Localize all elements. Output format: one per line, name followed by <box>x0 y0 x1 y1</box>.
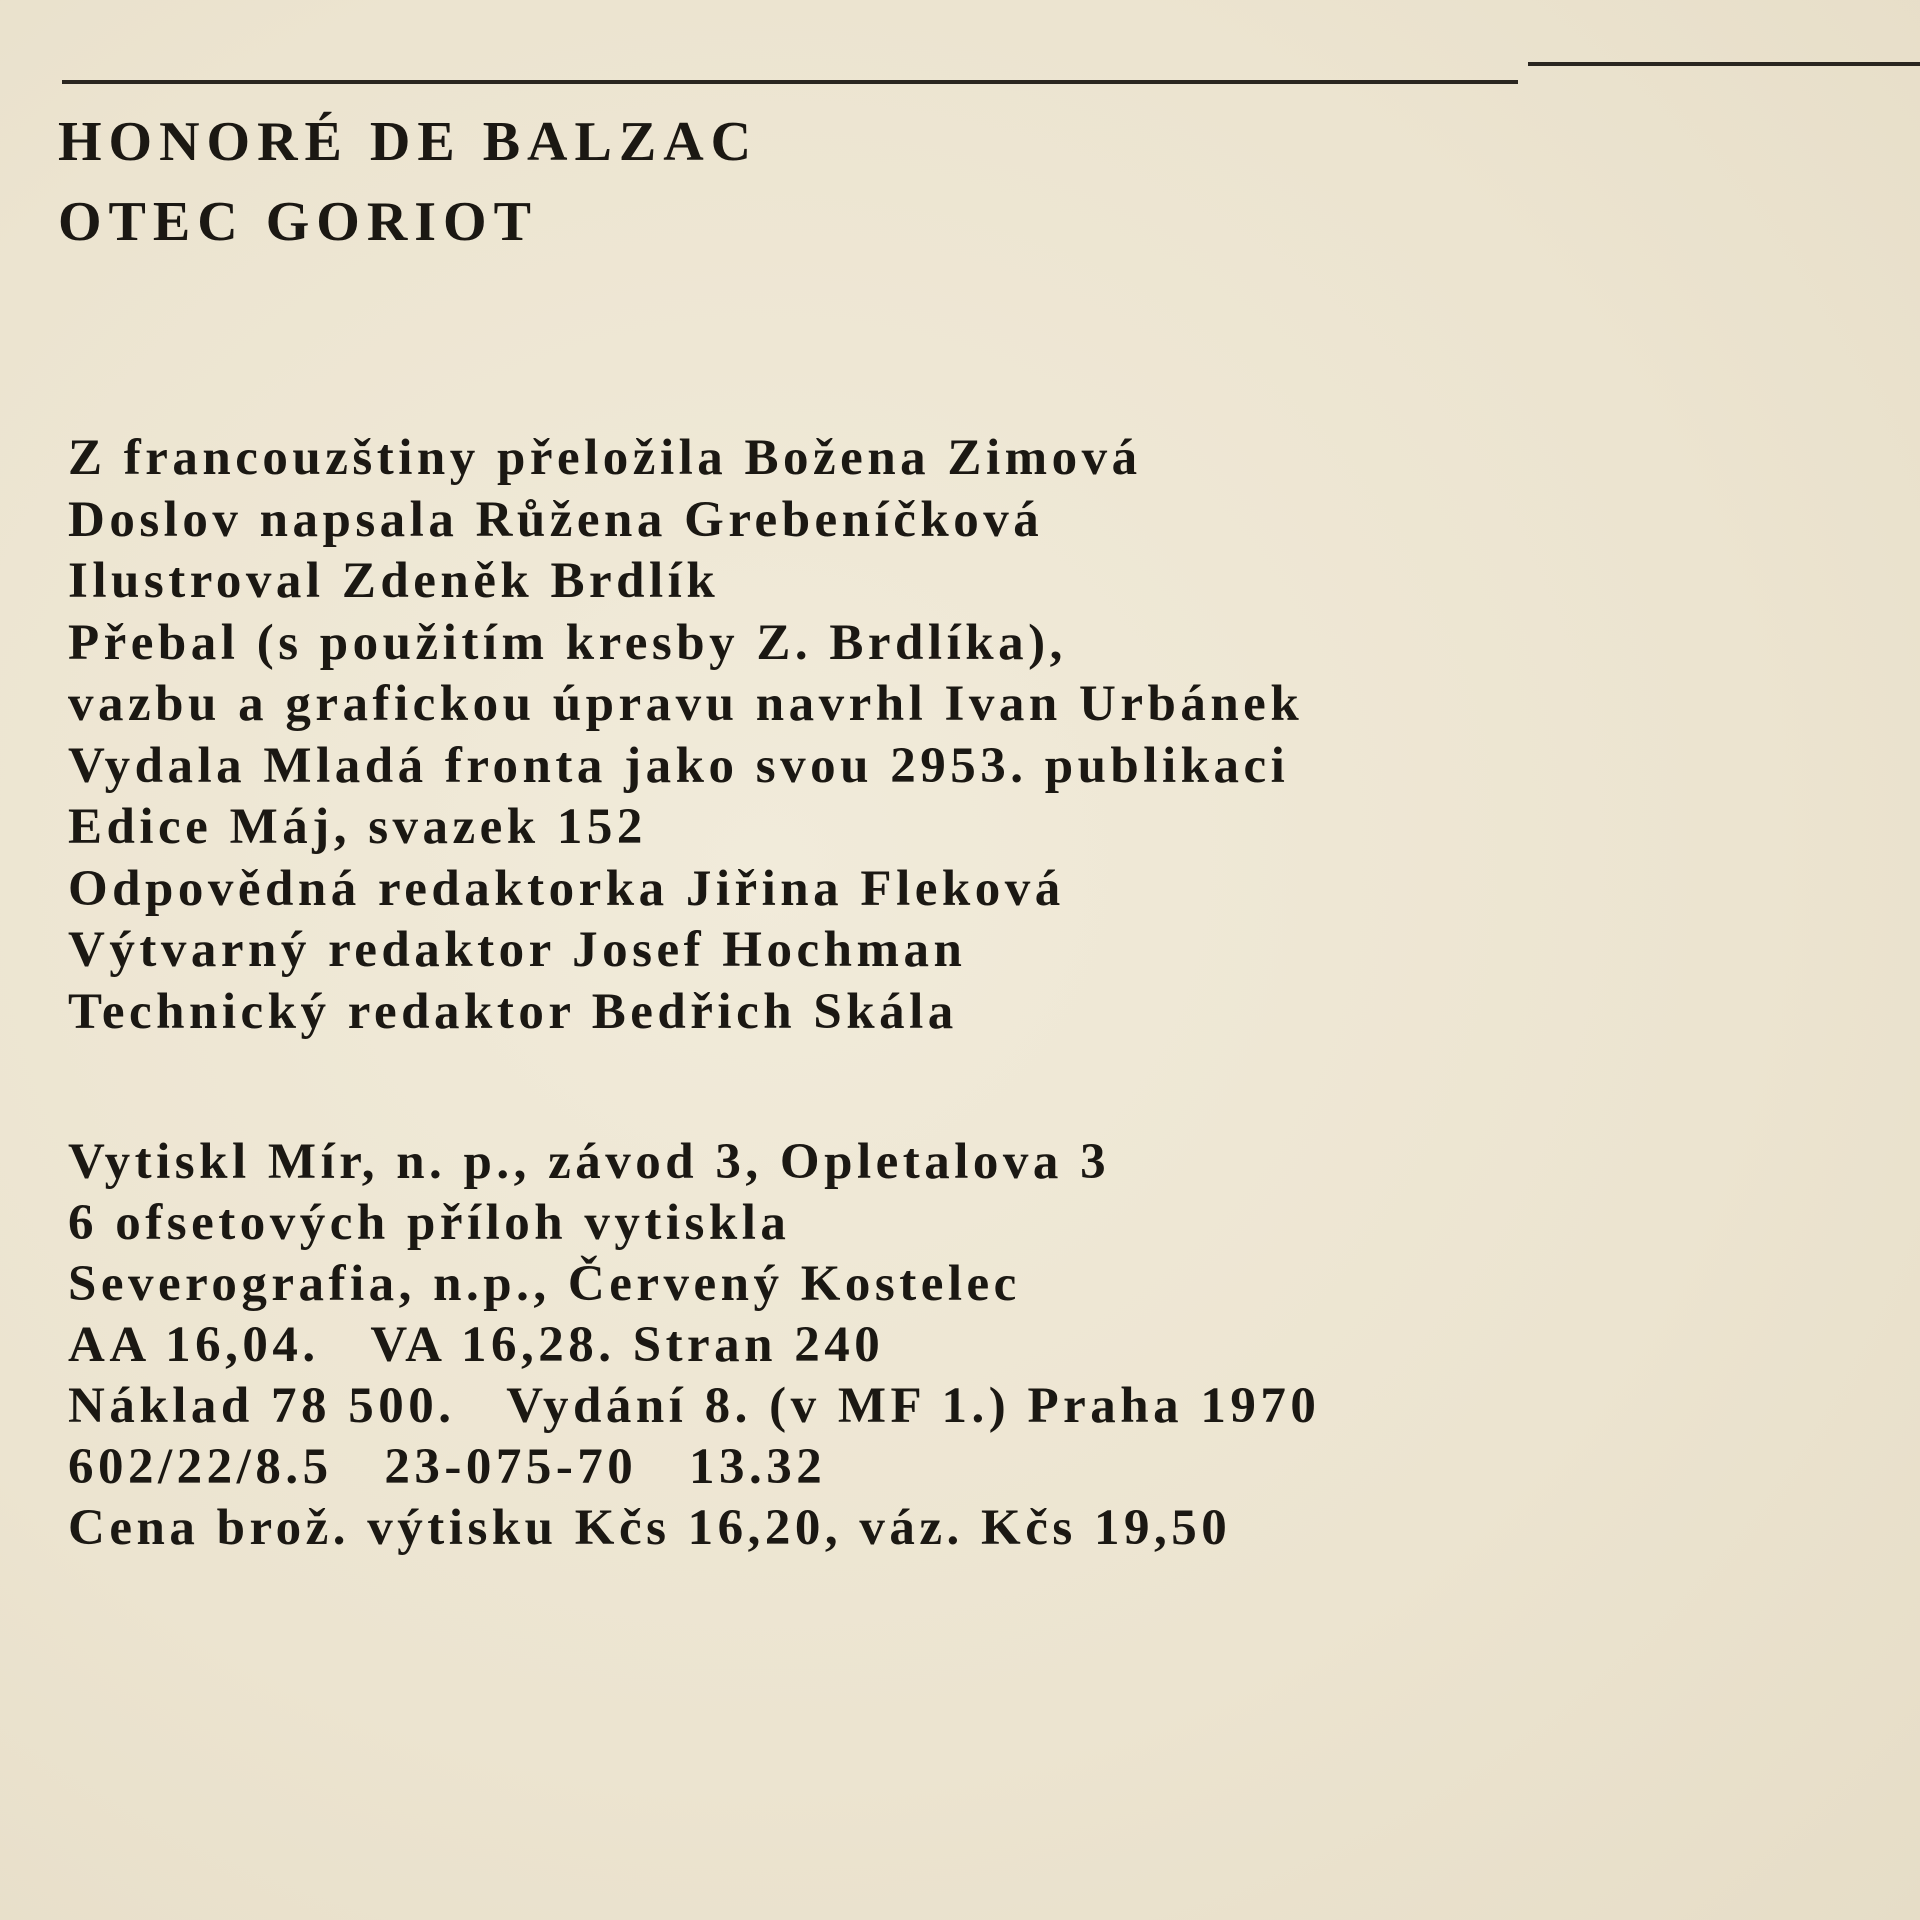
imprint-line: Vytiskl Mír, n. p., závod 3, Opletalova 3 <box>68 1134 1111 1190</box>
imprint-line: 602/22/8.5 23-075-70 13.32 <box>68 1439 827 1495</box>
credit-line: vazbu a grafickou úpravu navrhl Ivan Urbánek <box>68 676 1304 732</box>
credit-line: Přebal (s použitím kresby Z. Brdlíka), <box>68 614 1067 671</box>
credit-line: Doslov napsala Růžena Grebeníčková <box>68 491 1044 548</box>
imprint-line: Severografia, n.p., Červený Kostelec <box>68 1256 1021 1312</box>
credit-line: Vydala Mladá fronta jako svou 2953. publikaci <box>68 737 1290 794</box>
credit-line: Z francouzštiny přeložila Božena Zimová <box>68 430 1142 486</box>
imprint-block <box>68 1132 1868 1559</box>
book-title: OTEC GORIOT <box>58 191 538 253</box>
credit-line: Edice Máj, svazek 152 <box>68 799 647 855</box>
imprint-line: 6 ofsetových příloh vytiskla <box>68 1195 791 1251</box>
credit-line: Technický redaktor Bedřich Skála <box>68 983 958 1040</box>
credit-line: Výtvarný redaktor Josef Hochman <box>68 922 967 978</box>
top-rule-right <box>1528 62 1920 66</box>
credit-line: Ilustroval Zdeněk Brdlík <box>68 553 720 609</box>
imprint-line: Cena brož. výtisku Kčs 16,20, váz. Kčs 19,50 <box>68 1500 1232 1556</box>
author-heading: HONORÉ DE BALZAC <box>58 111 759 173</box>
top-rule-left <box>62 80 1518 84</box>
imprint-line: Náklad 78 500. Vydání 8. (v MF 1.) Praha 1970 <box>68 1378 1321 1434</box>
credits-block <box>68 428 1868 1043</box>
credit-line: Odpovědná redaktorka Jiřina Fleková <box>68 860 1065 917</box>
imprint-line: AA 16,04. VA 16,28. Stran 240 <box>68 1317 885 1373</box>
